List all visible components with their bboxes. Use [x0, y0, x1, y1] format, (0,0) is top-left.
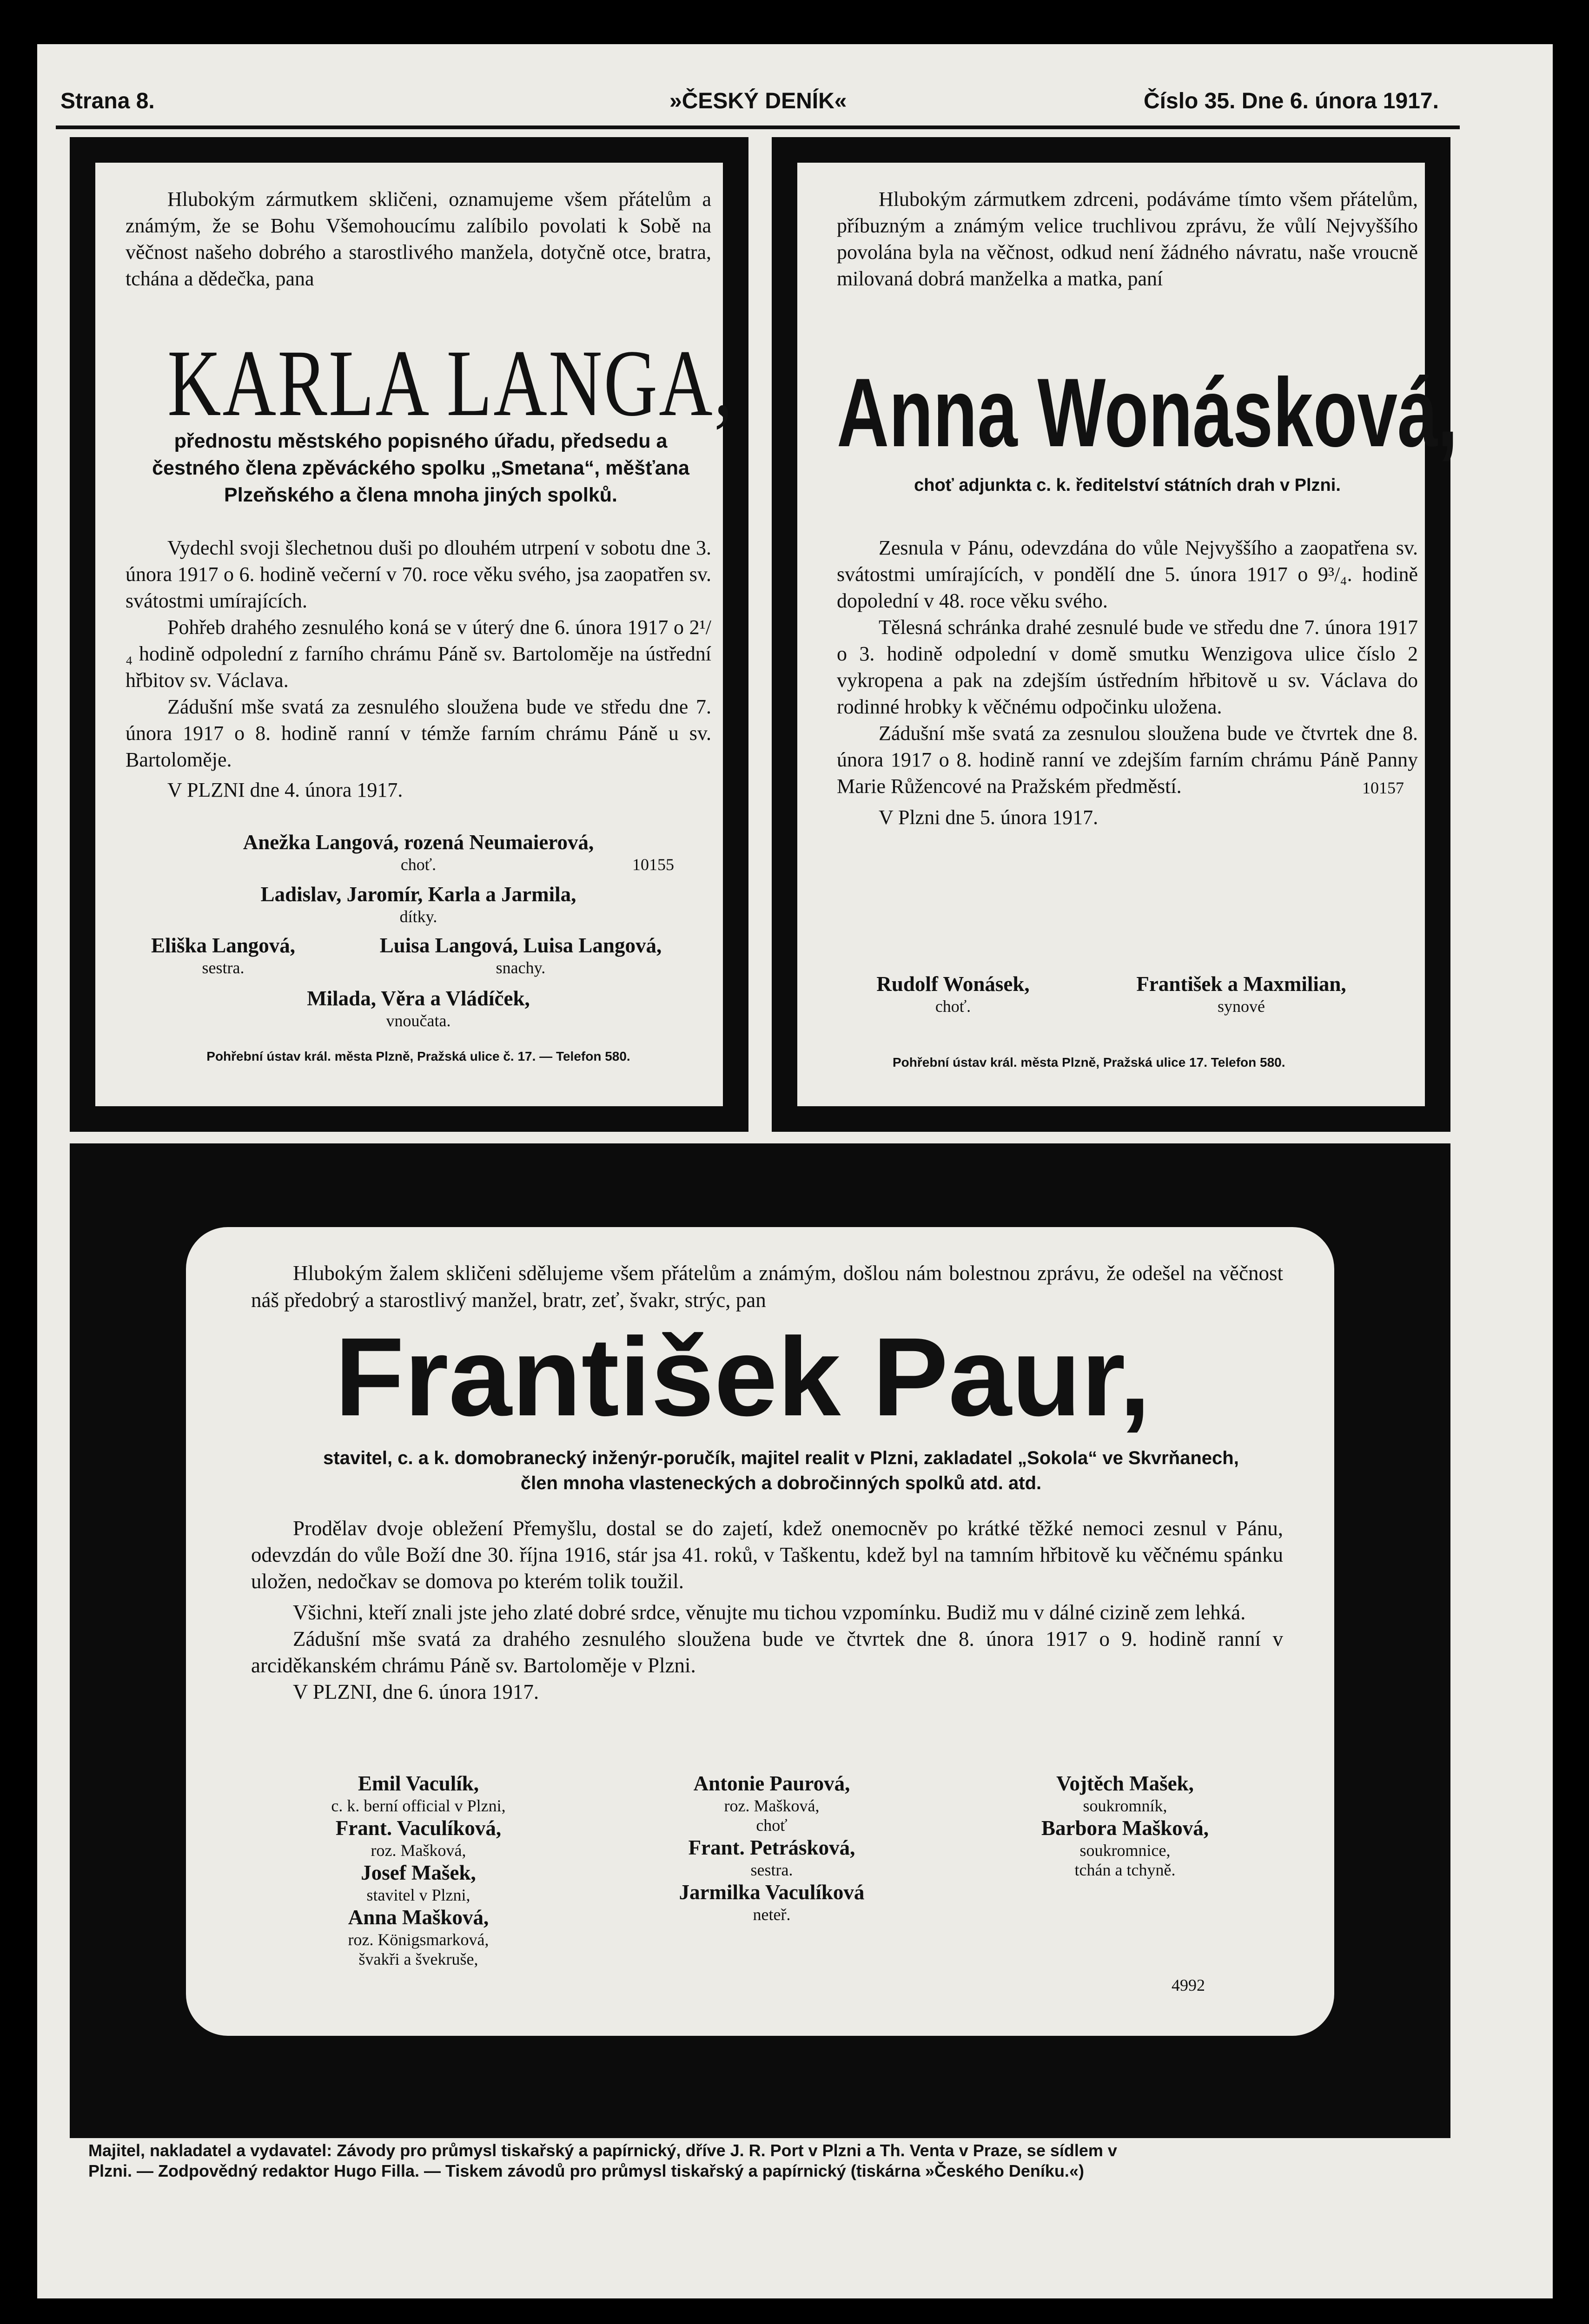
langa-para2: Pohřeb drahého zesnulého koná se v úterý dne 6. února 1917 o 2¹/₄ hodině odpolední z farního chrámu Páně sv. Bartoloměje na ústřední hřbitov sv. Václava. — [126, 616, 711, 692]
langa-sig2-role: dítky. — [399, 907, 437, 926]
langa-sig3a-name: Eliška Langová, — [151, 934, 296, 957]
paur-para3: Zádušní mše svatá za drahého zesnulého sloužena bude ve čtvrtek dne 8. února 1917 o 9. hodině ranní v arciděkanském chrámu Páně sv. Bartoloměje v Plzni. — [251, 1627, 1283, 1677]
paur-name-wrap — [335, 1314, 1357, 1441]
imprint-line1: Majitel, nakladatel a vydavatel: Závody pro průmysl tiskařský a papírnický, dříve J. R. Port v Plzni a Th. Venta v Praze, se sídlem v — [88, 2141, 1117, 2160]
wonaskova-title: choť adjunkta c. k. ředitelství státních drah v Plzni. — [914, 475, 1341, 495]
wonaskova-para1: Zesnula v Pánu, odevzdána do vůle Nejvyššího a zaopatřena sv. svátostmi umírajících, v pondělí dne 5. února 1917 o 9³/₄. hodině dopolední v 48. roce věku svého. — [837, 536, 1418, 612]
paur-col1-name: Emil Vaculík, — [358, 1772, 479, 1795]
page-number: Strana 8. — [60, 89, 155, 113]
paur-col1-entry — [251, 1949, 586, 1969]
paur-col1-role: roz. Königsmarková, — [348, 1930, 489, 1949]
imprint — [88, 2140, 1460, 2181]
paur-col1-role: c. k. berní official v Plzni, — [331, 1796, 506, 1815]
wonaskova-name-wrap — [837, 358, 1458, 469]
wonaskova-name: Anna Wonásková, — [837, 358, 1458, 467]
wonaskova-signatures — [837, 971, 1418, 1023]
wonaskova-number: 10157 — [1362, 779, 1404, 797]
paur-col1-entry — [251, 1771, 586, 1816]
issue-date: Číslo 35. Dne 6. února 1917. — [1144, 89, 1439, 113]
imprint-line2: Plzni. — Zodpovědný redaktor Hugo Filla. — Tiskem závodů pro průmysl tiskařský a papírnický (tiskárna »Českého Deníku.«) — [88, 2161, 1084, 2180]
paur-col1-name: Frant. Vaculíková, — [335, 1816, 502, 1840]
wonaskova-para2: Tělesná schránka drahé zesnulé bude ve středu dne 7. února 1917 o 3. hodině odpolední v domě smutku Wenzigova ulice číslo 2 vykropena a pak na zdejším ústředním hřbitově u sv. Václava do rodinné hrobky k věčnému odpočinku uložena. — [837, 616, 1418, 718]
langa-name-wrap — [167, 330, 772, 437]
wonaskova-title-wrap — [837, 474, 1418, 496]
langa-text — [126, 186, 711, 292]
langa-sig1-role: choť. — [400, 855, 437, 874]
langa-sig4-name: Milada, Věra a Vládíček, — [307, 987, 530, 1010]
paur-col1-entry — [251, 1860, 586, 1905]
paur-title-wrap — [316, 1446, 1246, 1496]
langa-title: přednostu městského popisného úřadu, předsedu a čestného člena zpěváckého spolku „Smetana“, měšťana Plzeňského a člena mnoha jiných spolků. — [152, 430, 689, 506]
paur-col2-entry — [604, 1771, 939, 1816]
newspaper-title: »ČESKÝ DENÍK« — [669, 89, 847, 113]
wonaskova-place-date: V Plzni dne 5. února 1917. — [879, 806, 1099, 829]
paur-col1-entry — [251, 1816, 586, 1860]
langa-sig3a-role: sestra. — [202, 958, 245, 977]
langa-sig3b-name: Luisa Langová, Luisa Langová, — [379, 934, 662, 957]
wonaskova-text — [837, 186, 1418, 292]
running-head — [60, 88, 1455, 125]
paur-col3-name: Barbora Mašková, — [1041, 1816, 1209, 1840]
wonaskova-sig1-name: Rudolf Wonásek, — [876, 972, 1030, 996]
paur-number: 4992 — [1172, 1976, 1205, 1994]
paur-signatures-col3 — [958, 1771, 1292, 1880]
paur-para2: Všichni, kteří znali jste jeho zlaté dobré srdce, věnujte mu tichou vzpomínku. Budiž mu v dálné cizině zem lehká. — [293, 1601, 1246, 1624]
paur-col2-name: Jarmilka Vaculíková — [679, 1881, 865, 1904]
paur-intro: Hlubokým žalem skličeni sdělujeme všem přátelům a známým, došlou nám bolestnou zprávu, že odešel na věčnost náš předobrý a starostlivý manžel, bratr, zeť, švakr, strýc, pan — [251, 1261, 1283, 1312]
paur-col3-entry — [958, 1771, 1292, 1816]
langa-funeral-home: Pohřební ústav král. města Plzně, Pražská ulice č. 17. — Telefon 580. — [206, 1049, 630, 1063]
paur-col2-entry — [604, 1880, 939, 1924]
paur-col3-role: tchán a tchyně. — [1074, 1861, 1176, 1879]
paur-col2-name: Antonie Paurová, — [693, 1772, 850, 1795]
paur-col3-name: Vojtěch Mašek, — [1056, 1772, 1194, 1795]
paur-col1-entry — [251, 1905, 586, 1949]
langa-sig1-name: Anežka Langová, rozená Neumaierová, — [243, 831, 594, 854]
paur-col2-role: neteř. — [753, 1905, 791, 1924]
langa-sig3b-role: snachy. — [496, 958, 546, 977]
paur-name: František Paur, — [335, 1314, 1151, 1439]
wonaskova-sig1-role: choť. — [935, 997, 971, 1016]
paur-col1-role: stavitel v Plzni, — [366, 1886, 470, 1904]
wonaskova-funeral-home: Pohřební ústav král. města Plzně, Pražská ulice 17. Telefon 580. — [893, 1055, 1285, 1070]
paur-text — [251, 1260, 1283, 1314]
paur-title: stavitel, c. a k. domobranecký inženýr-poručík, majitel realit v Plzni, zakladatel „Sokola“ ve Skvrňanech, člen mnoha vlasteneckých a dobročinných spolků atd. atd. — [323, 1448, 1239, 1493]
paur-place-date: V PLZNI, dne 6. února 1917. — [293, 1680, 539, 1703]
paur-col1-name: Anna Mašková, — [348, 1906, 489, 1929]
paur-col3-entry — [958, 1860, 1292, 1880]
paur-col3-role: soukromnice, — [1079, 1841, 1171, 1860]
wonaskova-body — [837, 535, 1418, 831]
paur-para1: Prodělav dvoje obležení Přemyšlu, dostal se do zajetí, kdež onemocněv po krátké těžké nemoci zesnul v Pánu, odevzdán do vůle Boží dne 30. října 1916, stár jsa 41. roků, v Taškentu, kdež byl na tamním hřbitově ku věčnému spánku uložen, nedočkav se domova po kterém tolik toužil. — [251, 1517, 1283, 1593]
langa-sig4-role: vnoučata. — [386, 1011, 451, 1030]
langa-name: KARLA LANGA, — [167, 330, 734, 436]
langa-para1: Vydechl svoji šlechetnou duši po dlouhém utrpení v sobotu dne 3. února 1917 o 6. hodině večerní v 70. roce věku svého, jsa zaopatřen sv. svátostmi umírajících. — [126, 536, 711, 612]
langa-title-wrap — [128, 428, 714, 508]
wonaskova-intro: Hlubokým zármutkem zdrceni, podáváme tímto všem přátelům, příbuzným a známým velice truchlivou zprávu, že vůlí Nejvyššího povolána byla na věčnost, odkud není žádného návratu, naše vroucně milovaná dobrá manželka a matka, paní — [837, 188, 1418, 290]
wonaskova-footer — [837, 1055, 1418, 1070]
paur-col3-role: soukromník, — [1083, 1796, 1167, 1815]
paur-body — [251, 1515, 1283, 1705]
langa-body — [126, 535, 711, 803]
paur-col1-role: švakři a švekruše, — [358, 1950, 478, 1968]
paur-col2-entry — [604, 1835, 939, 1880]
langa-place-date: V PLZNI dne 4. února 1917. — [167, 779, 403, 801]
header-rule — [56, 125, 1460, 129]
langa-sig2-name: Ladislav, Jaromír, Karla a Jarmila, — [260, 883, 576, 906]
wonaskova-sig2-role: synové — [1218, 997, 1265, 1016]
langa-intro: Hlubokým zármutkem skličeni, oznamujeme všem přátelům a známým, že se Bohu Všemohoucímu zalíbilo povolati k Sobě na věčnost našeho dobrého a starostlivého manžela, dotyčně otce, bratra, tchána a dědečka, pana — [126, 188, 711, 290]
paur-col3-entry — [958, 1816, 1292, 1860]
wonaskova-sig2-name: František a Maxmilian, — [1136, 972, 1346, 996]
paur-signatures-col1 — [251, 1771, 586, 1969]
paur-signatures-col2 — [604, 1771, 939, 1924]
paur-col2-name: Frant. Petrásková, — [688, 1836, 855, 1859]
paur-col2-role: roz. Mašková, — [724, 1796, 820, 1815]
paur-col1-name: Josef Mašek, — [361, 1861, 476, 1884]
langa-number: 10155 — [632, 855, 674, 874]
paur-col2-role: sestra. — [750, 1861, 793, 1879]
langa-para3: Zádušní mše svatá za zesnulého sloužena bude ve středu dne 7. února 1917 o 8. hodině ranní v témže farním chrámu Páně u sv. Bartoloměje. — [126, 695, 711, 771]
langa-signatures — [126, 830, 711, 1064]
paur-col2-entry — [604, 1816, 939, 1835]
paur-col2-role: choť — [756, 1816, 788, 1835]
paur-col1-role: roz. Mašková, — [371, 1841, 466, 1860]
wonaskova-para3: Zádušní mše svatá za zesnulou sloužena bude ve čtvrtek dne 8. února 1917 o 8. hodině ranní ve zdejším farním chrámu Páně Panny Marie Růžencové na Pražském předměstí. — [837, 722, 1418, 798]
paur-number-wrap — [1172, 1975, 1265, 1995]
